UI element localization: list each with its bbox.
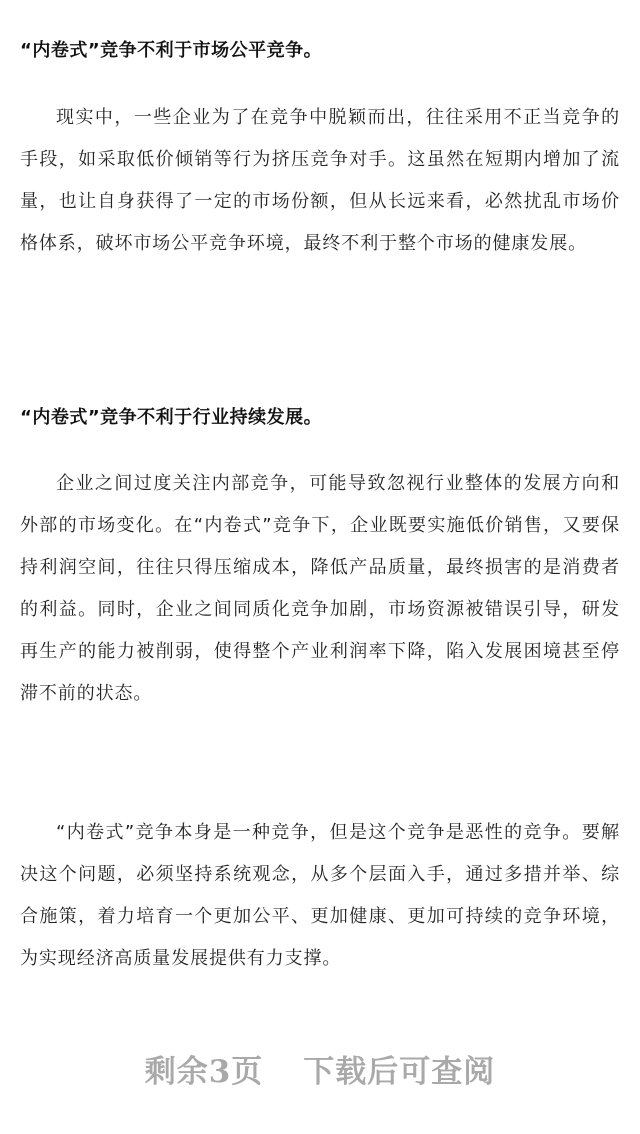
section-paragraph-industry-development: 企业之间过度关注内部竞争，可能导致忽视行业整体的发展方向和外部的市场变化。在“内卷式”竞争下，企业既要实施低价销售，又要保持利润空间，往往只得压缩成本，降低产品质量，最终损害的是消费者的利益。同时，企业之间同质化竞争加剧，市场资源被错误引导，研发再生产的能力被削弱，使得整个产业利润率下降，陷入发展困境甚至停滞不前的状态。 <box>20 473 620 704</box>
remaining-pages-label: 剩余3页 <box>144 1054 264 1090</box>
section-heading-industry-development: “内卷式”竞争不利于行业持续发展。 <box>20 407 323 428</box>
download-prompt-label: 下载后可查阅 <box>303 1054 496 1090</box>
download-banner[interactable] <box>0 1046 640 1091</box>
section-heading-fair-competition: “内卷式”竞争不利于市场公平竞争。 <box>20 40 323 61</box>
conclusion-paragraph: “内卷式”竞争本身是一种竞争，但是这个竞争是恶性的竞争。要解决这个问题，必须坚持系统观念，从多个层面入手，通过多措并举、综合施策，着力培育一个更加公平、更加健康、更加可持续的竞争环境，为实现经济高质量发展提供有力支撑。 <box>20 822 620 969</box>
section-paragraph-fair-competition: 现实中，一些企业为了在竞争中脱颖而出，往往采用不正当竞争的手段，如采取低价倾销等行为挤压竞争对手。这虽然在短期内增加了流量，也让自身获得了一定的市场份额，但从长远来看，必然扰乱市场价格体系，破坏市场公平竞争环境，最终不利于整个市场的健康发展。 <box>20 107 620 254</box>
